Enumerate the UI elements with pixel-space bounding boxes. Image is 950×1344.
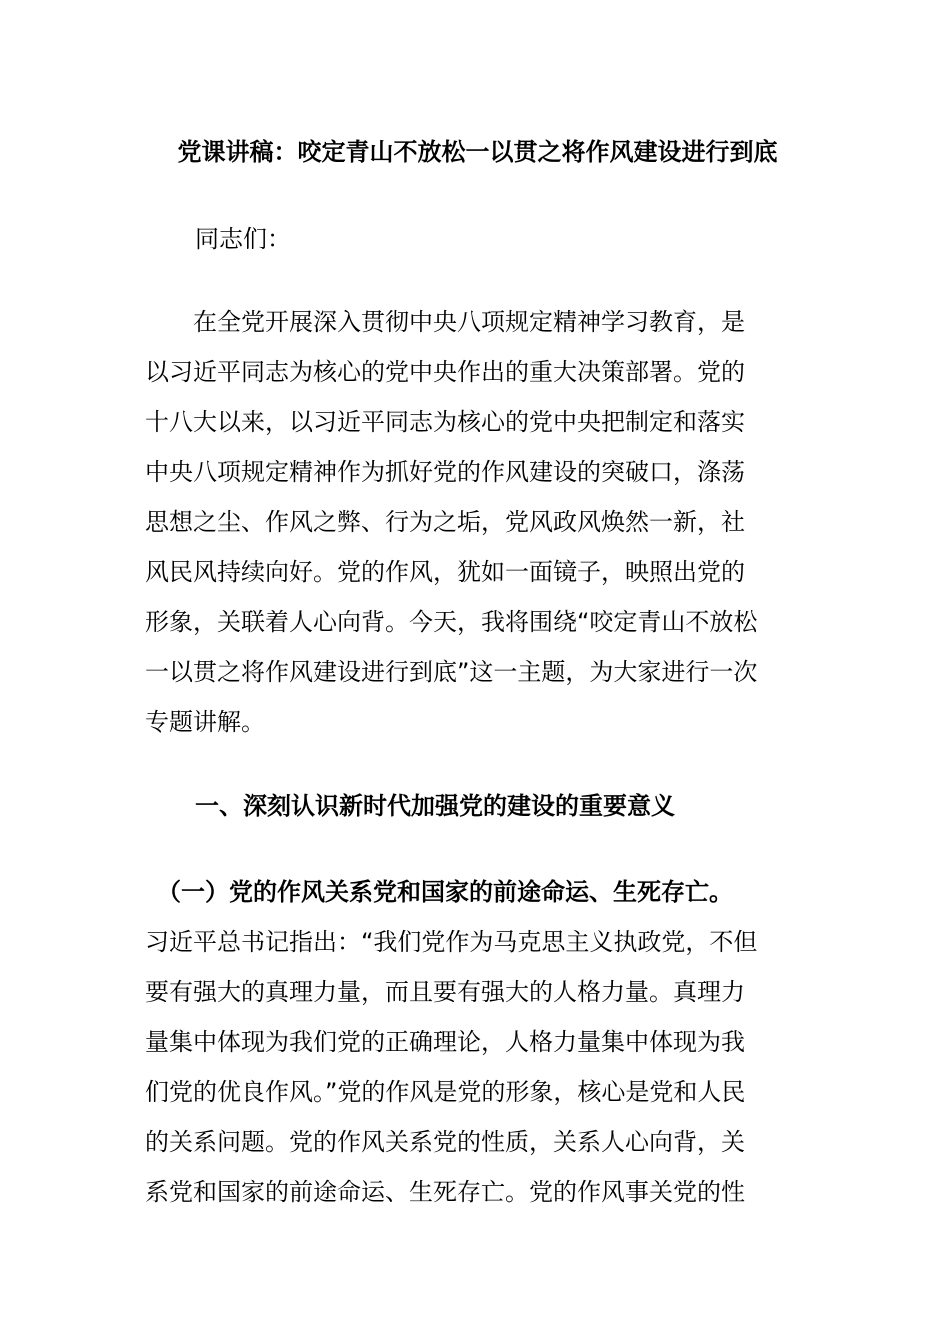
paragraph-section-1 [145,867,805,1217]
paragraph-line: 专题讲解。 [145,708,265,736]
paragraph-line: 要有强大的真理力量，而且要有强大的人格力量。真理力 [145,978,745,1006]
paragraph-line: 习近平总书记指出：“我们党作为马克思主义执政党，不但 [145,928,758,956]
paragraph-line: 的关系问题。党的作风关系党的性质，关系人心向背，关 [145,1128,745,1156]
document-title: 党课讲稿：咬定青山不放松一以贯之将作风建设进行到底 [177,138,778,166]
paragraph-line: 十八大以来，以习近平同志为核心的党中央把制定和落实 [145,408,745,436]
paragraph-line: 形象，关联着人心向背。今天，我将围绕“咬定青山不放松 [145,608,758,636]
paragraph-line: 一以贯之将作风建设进行到底”这一主题，为大家进行一次 [145,658,758,686]
paragraph-line: 以习近平同志为核心的党中央作出的重大决策部署。党的 [145,358,745,386]
paragraph-line: 中央八项规定精神作为抓好党的作风建设的突破口，涤荡 [145,458,745,486]
salutation: 同志们： [195,225,291,253]
paragraph-line: 风民风持续向好。党的作风，犹如一面镜子，映照出党的 [145,558,745,586]
paragraph-line: 在全党开展深入贯彻中央八项规定精神学习教育，是 [145,308,745,336]
paragraph-line: 量集中体现为我们党的正确理论，人格力量集中体现为我 [145,1028,745,1056]
paragraph-line: 系党和国家的前途命运、生死存亡。党的作风事关党的性 [145,1178,745,1206]
section-heading: 一、深刻认识新时代加强党的建设的重要意义 [195,792,675,820]
paragraph-line: 思想之尘、作风之弊、行为之垢，党风政风焕然一新，社 [145,508,745,536]
subsection-heading: （一）党的作风关系党和国家的前途命运、生死存亡。 [145,878,733,906]
paragraph-intro [145,297,805,747]
paragraph-line: 们党的优良作风。”党的作风是党的形象，核心是党和人民 [145,1078,746,1106]
